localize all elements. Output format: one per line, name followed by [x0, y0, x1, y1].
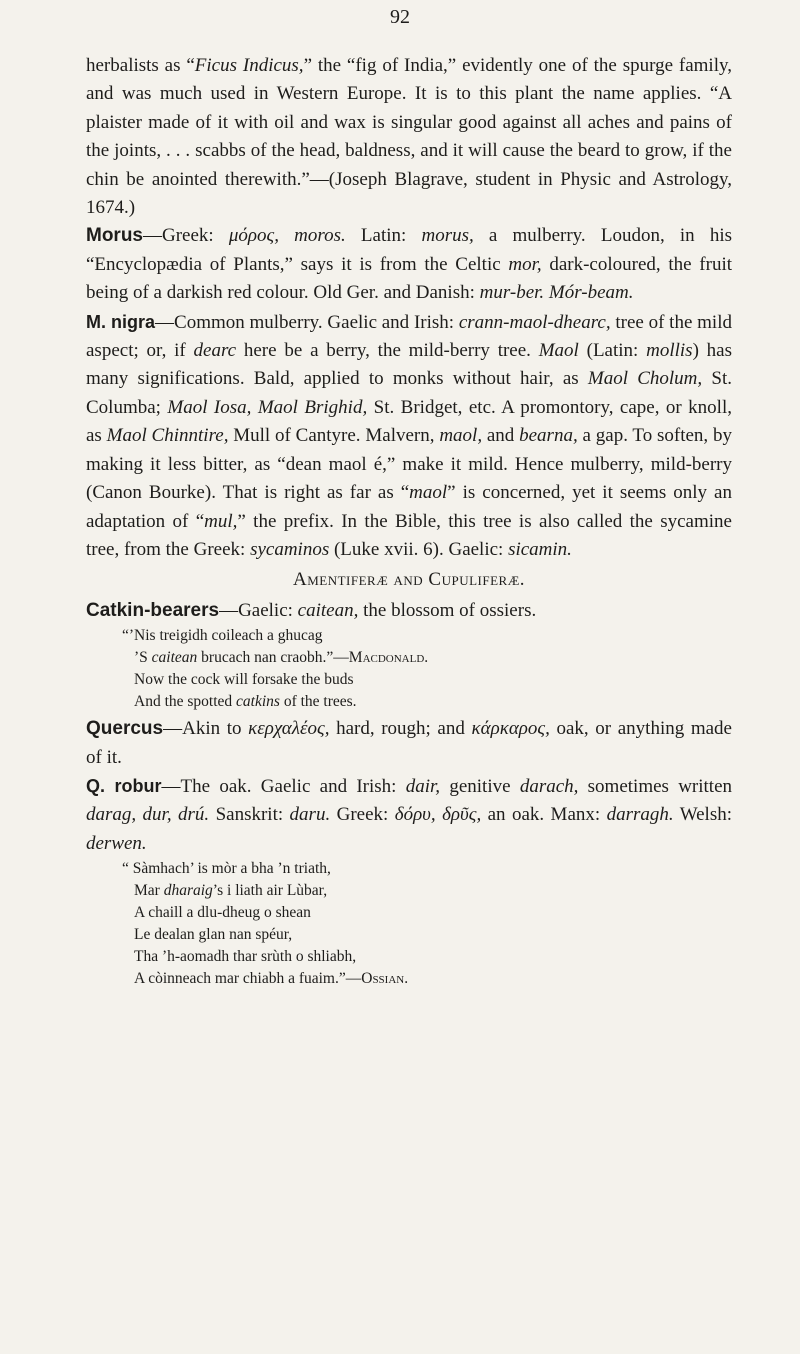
- verse-line: A còinneach mar chiabh a fuaim.”—Ossian.: [134, 970, 409, 988]
- verse-line: Le dealan glan nan spéur,: [134, 926, 293, 944]
- page-body: [86, 52, 732, 992]
- verse-line: And the spotted catkins of the trees.: [134, 693, 357, 711]
- headword-catkin-bearers: Catkin-bearers: [86, 599, 220, 621]
- verse-line: ’S caitean brucach nan craobh.”—Macdonald.: [134, 649, 429, 667]
- entry-morus: Morus—Greek: μόρος, moros. Latin: morus, a mulberry. Loudon, in his “Encyclopædia of Plants,” says it is from the Celtic mor, dark-coloured, the fruit being of a darkish red colour. Old Ger. and Danish: mur-ber. Mór-beam.: [86, 225, 732, 304]
- headword-quercus-robur: Q. robur: [86, 775, 162, 796]
- entry-quercus-robur: Q. robur—The oak. Gaelic and Irish: dair, genitive darach, sometimes written darag, dur, drú. Sanskrit: daru. Greek: δόρυ, δρῦς, an oak. Manx: darragh. Welsh: derwen.: [86, 775, 733, 854]
- verse-line: “ Sàmhach’ is mòr a bha ’n triath,: [122, 860, 331, 878]
- entry-catkin-bearers: Catkin-bearers—Gaelic: caitean, the blossom of ossiers.: [86, 599, 537, 621]
- section-heading: Amentiferæ and Cupuliferæ.: [292, 569, 526, 591]
- verse-line: Tha ’h-aomadh thar srùth o shliabh,: [134, 948, 357, 966]
- headword-quercus: Quercus: [86, 718, 164, 740]
- verse-line: A chaill a dlu-dheug o shean: [134, 904, 311, 922]
- verse-ossian: [122, 858, 732, 990]
- verse-line: “’Nis treigidh coileach a ghucag: [122, 627, 323, 645]
- page-number: 92: [390, 6, 410, 28]
- verse-macdonald: [122, 625, 732, 713]
- entry-morus-nigra: M. nigra—Common mulberry. Gaelic and Irish: crann-maol-dhearc, tree of the mild aspect; or, if dearc here be a berry, the mild-berry tree. Maol (Latin: mollis) has many significations. Bald, applied to monks without hair, as Maol Cholum, St. Columba; Maol Iosa, Maol Brighid, St. Bridget, etc. A promontory, cape, or knoll, as Maol Chinntire, Mull of Cantyre. Malvern, maol, and bearna, a gap. To soften, by making it less bitter, as “dean maol é,” make it mild. Hence mulberry, mild-berry (Canon Bourke). That is right as far as “maol” is concerned, yet it seems only an adaptation of “mul,” the prefix. In the Bible, this tree is also called the sycamine tree, from the Greek: sycaminos (Luke xvii. 6). Gaelic: sicamin.: [86, 311, 733, 560]
- headword-morus-nigra: M. nigra: [86, 311, 156, 332]
- paragraph-ficus: herbalists as “Ficus Indicus,” the “fig of India,” evidently one of the spurge family, and was much used in Western Europe. It is to this plant the name applies. “A plaister made of it with oil and wax is singular good against all aches and pains of the joints, . . . scabbs of the head, baldness, and it will cause the beard to grow, if the chin be anointed therewith.”—(Joseph Blagrave, student in Physic and Astrology, 1674.): [86, 55, 732, 219]
- verse-line: Mar dharaig’s i liath air Lùbar,: [134, 882, 328, 900]
- verse-line: Now the cock will forsake the buds: [134, 671, 354, 689]
- headword-morus: Morus: [86, 225, 143, 247]
- entry-quercus: Quercus—Akin to κερχαλέος, hard, rough; and κάρκαρος, oak, or anything made of it.: [86, 718, 732, 768]
